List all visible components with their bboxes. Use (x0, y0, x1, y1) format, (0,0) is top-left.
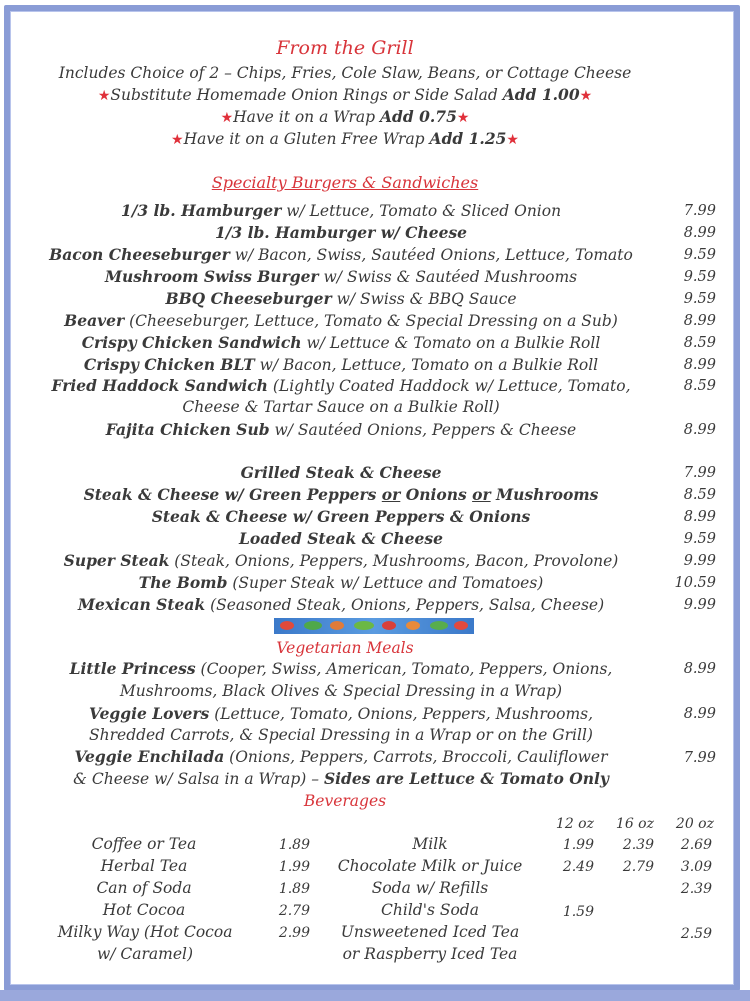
beverage-price-20oz: 2.69 (680, 837, 712, 853)
beverage-name: Child's Soda (381, 901, 479, 919)
beverage-price: 2.99 (278, 925, 310, 941)
star-icon: ★ (171, 132, 184, 148)
cucumber-icon (354, 621, 374, 630)
menu-item: 1/3 lb. Hamburger w/ Lettuce, Tomato & Sliced Onion (120, 201, 562, 220)
item-price: 9.99 (683, 597, 716, 613)
menu-item: Beaver (Cheeseburger, Lettuce, Tomato & Special Dressing on a Sub) (64, 311, 618, 330)
beverage-name: Soda w/ Refills (371, 879, 489, 897)
menu-item: Steak & Cheese w/ Green Peppers & Onions (151, 507, 531, 526)
beverage-name-continued: w/ Caramel) (96, 945, 194, 963)
item-price: 7.99 (683, 750, 716, 766)
item-price: 8.99 (683, 357, 716, 373)
size-header-20oz: 20 oz (675, 816, 714, 832)
beverage-name: Herbal Tea (100, 857, 188, 875)
item-price: 9.59 (683, 291, 716, 307)
grill-substitute-note: ★Substitute Homemade Onion Rings or Side Salad Add 1.00★ (97, 85, 593, 104)
beverage-name: Coffee or Tea (91, 835, 197, 853)
beverage-price-16oz: 2.39 (622, 837, 654, 853)
item-price: 8.59 (683, 335, 716, 351)
vegetarian-title: Vegetarian Meals (276, 639, 414, 657)
beverage-price-12oz: 1.59 (562, 904, 594, 920)
star-icon: ★ (579, 88, 593, 104)
pepper-icon (304, 621, 322, 630)
vegetable-banner-graphic (274, 618, 474, 634)
menu-item-continued: & Cheese w/ Salsa in a Wrap) – Sides are Lettuce & Tomato Only (73, 769, 609, 788)
menu-item: Bacon Cheeseburger w/ Bacon, Swiss, Sautéed Onions, Lettuce, Tomato (49, 245, 633, 264)
item-price: 8.99 (683, 706, 716, 722)
beverage-price-12oz: 1.99 (562, 837, 594, 853)
beverage-price-20oz: 3.09 (680, 859, 712, 875)
carrot-icon (330, 621, 344, 630)
menu-item: Crispy Chicken BLT w/ Bacon, Lettuce, Tomato on a Bulkie Roll (83, 355, 599, 374)
beverage-price: 1.89 (278, 837, 310, 853)
menu-item: BBQ Cheeseburger w/ Swiss & BBQ Sauce (165, 289, 517, 308)
menu-item: Steak & Cheese w/ Green Peppers or Onions or Mushrooms (83, 485, 599, 504)
menu-item-continued: Mushrooms, Black Olives & Special Dressing in a Wrap) (119, 682, 563, 700)
star-icon: ★ (456, 110, 470, 126)
menu-item: Grilled Steak & Cheese (240, 463, 442, 482)
beverage-price-20oz: 2.59 (680, 926, 712, 942)
item-price: 9.59 (683, 531, 716, 547)
beverage-name: Milky Way (Hot Cocoa (57, 923, 233, 941)
beverage-price-16oz: 2.79 (622, 859, 654, 875)
pepper-icon (430, 621, 448, 630)
menu-item: Fajita Chicken Sub w/ Sautéed Onions, Peppers & Cheese (105, 420, 577, 439)
grill-gluten-free-note: ★Have it on a Gluten Free Wrap Add 1.25★ (171, 129, 519, 148)
menu-item: Crispy Chicken Sandwich w/ Lettuce & Tomato on a Bulkie Roll (81, 333, 601, 352)
menu-item: Little Princess (Cooper, Swiss, American, Tomato, Peppers, Onions, (69, 659, 613, 678)
star-icon: ★ (506, 132, 519, 148)
beverage-name: Hot Cocoa (102, 901, 186, 919)
beverage-price: 1.89 (278, 881, 310, 897)
page-border-bottom (0, 990, 750, 1001)
grill-title: From the Grill (276, 37, 414, 59)
menu-item: Veggie Enchilada (Onions, Peppers, Carrots, Broccoli, Cauliflower (74, 747, 608, 766)
item-price: 8.99 (683, 225, 716, 241)
item-price: 8.99 (683, 313, 716, 329)
menu-item: The Bomb (Super Steak w/ Lettuce and Tomatoes) (138, 573, 544, 592)
beverage-name: Unsweetened Iced Tea (340, 923, 520, 941)
item-price: 9.59 (683, 269, 716, 285)
beverages-title: Beverages (303, 792, 387, 810)
menu-item: Loaded Steak & Cheese (239, 529, 443, 548)
star-icon: ★ (220, 110, 234, 126)
tomato-icon (382, 621, 396, 630)
beverage-name: Milk (412, 835, 448, 853)
burgers-title: Specialty Burgers & Sandwiches (211, 173, 479, 192)
menu-item: Veggie Lovers (Lettuce, Tomato, Onions, Peppers, Mushrooms, (88, 704, 594, 723)
item-price: 8.99 (683, 661, 716, 677)
grill-sides-note: Includes Choice of 2 – Chips, Fries, Cole Slaw, Beans, or Cottage Cheese (58, 64, 632, 82)
beverage-name: Can of Soda (96, 879, 192, 897)
item-price: 8.59 (683, 378, 716, 394)
menu-item: Super Steak (Steak, Onions, Peppers, Mushrooms, Bacon, Provolone) (63, 551, 619, 570)
item-price: 8.59 (683, 487, 716, 503)
star-icon: ★ (97, 88, 111, 104)
menu-item-continued: Cheese & Tartar Sauce on a Bulkie Roll) (182, 398, 500, 416)
menu-item-continued: Shredded Carrots, & Special Dressing in a Wrap or on the Grill) (89, 726, 593, 744)
item-price: 9.59 (683, 247, 716, 263)
carrot-icon (406, 621, 420, 630)
menu-item: Mexican Steak (Seasoned Steak, Onions, Peppers, Salsa, Cheese) (77, 595, 605, 614)
menu-item: Fried Haddock Sandwich (Lightly Coated Haddock w/ Lettuce, Tomato, (51, 376, 631, 395)
size-header-16oz: 16 oz (615, 816, 654, 832)
beverage-price: 2.79 (278, 903, 310, 919)
beverage-price-20oz: 2.39 (680, 881, 712, 897)
grill-wrap-note: ★Have it on a Wrap Add 0.75★ (220, 107, 470, 126)
menu-item: Mushroom Swiss Burger w/ Swiss & Sautéed Mushrooms (104, 267, 578, 286)
size-header-12oz: 12 oz (555, 816, 594, 832)
menu-item: 1/3 lb. Hamburger w/ Cheese (214, 223, 468, 242)
item-price: 7.99 (683, 465, 716, 481)
beverage-price: 1.99 (278, 859, 310, 875)
item-price: 8.99 (683, 422, 716, 438)
beverage-name: Chocolate Milk or Juice (337, 857, 523, 875)
item-price: 9.99 (683, 553, 716, 569)
item-price: 7.99 (683, 203, 716, 219)
beverage-price-12oz: 2.49 (562, 859, 594, 875)
tomato-icon (454, 621, 468, 630)
item-price: 10.59 (674, 575, 716, 591)
item-price: 8.99 (683, 509, 716, 525)
tomato-icon (280, 621, 294, 630)
beverage-name-continued: or Raspberry Iced Tea (342, 945, 518, 963)
